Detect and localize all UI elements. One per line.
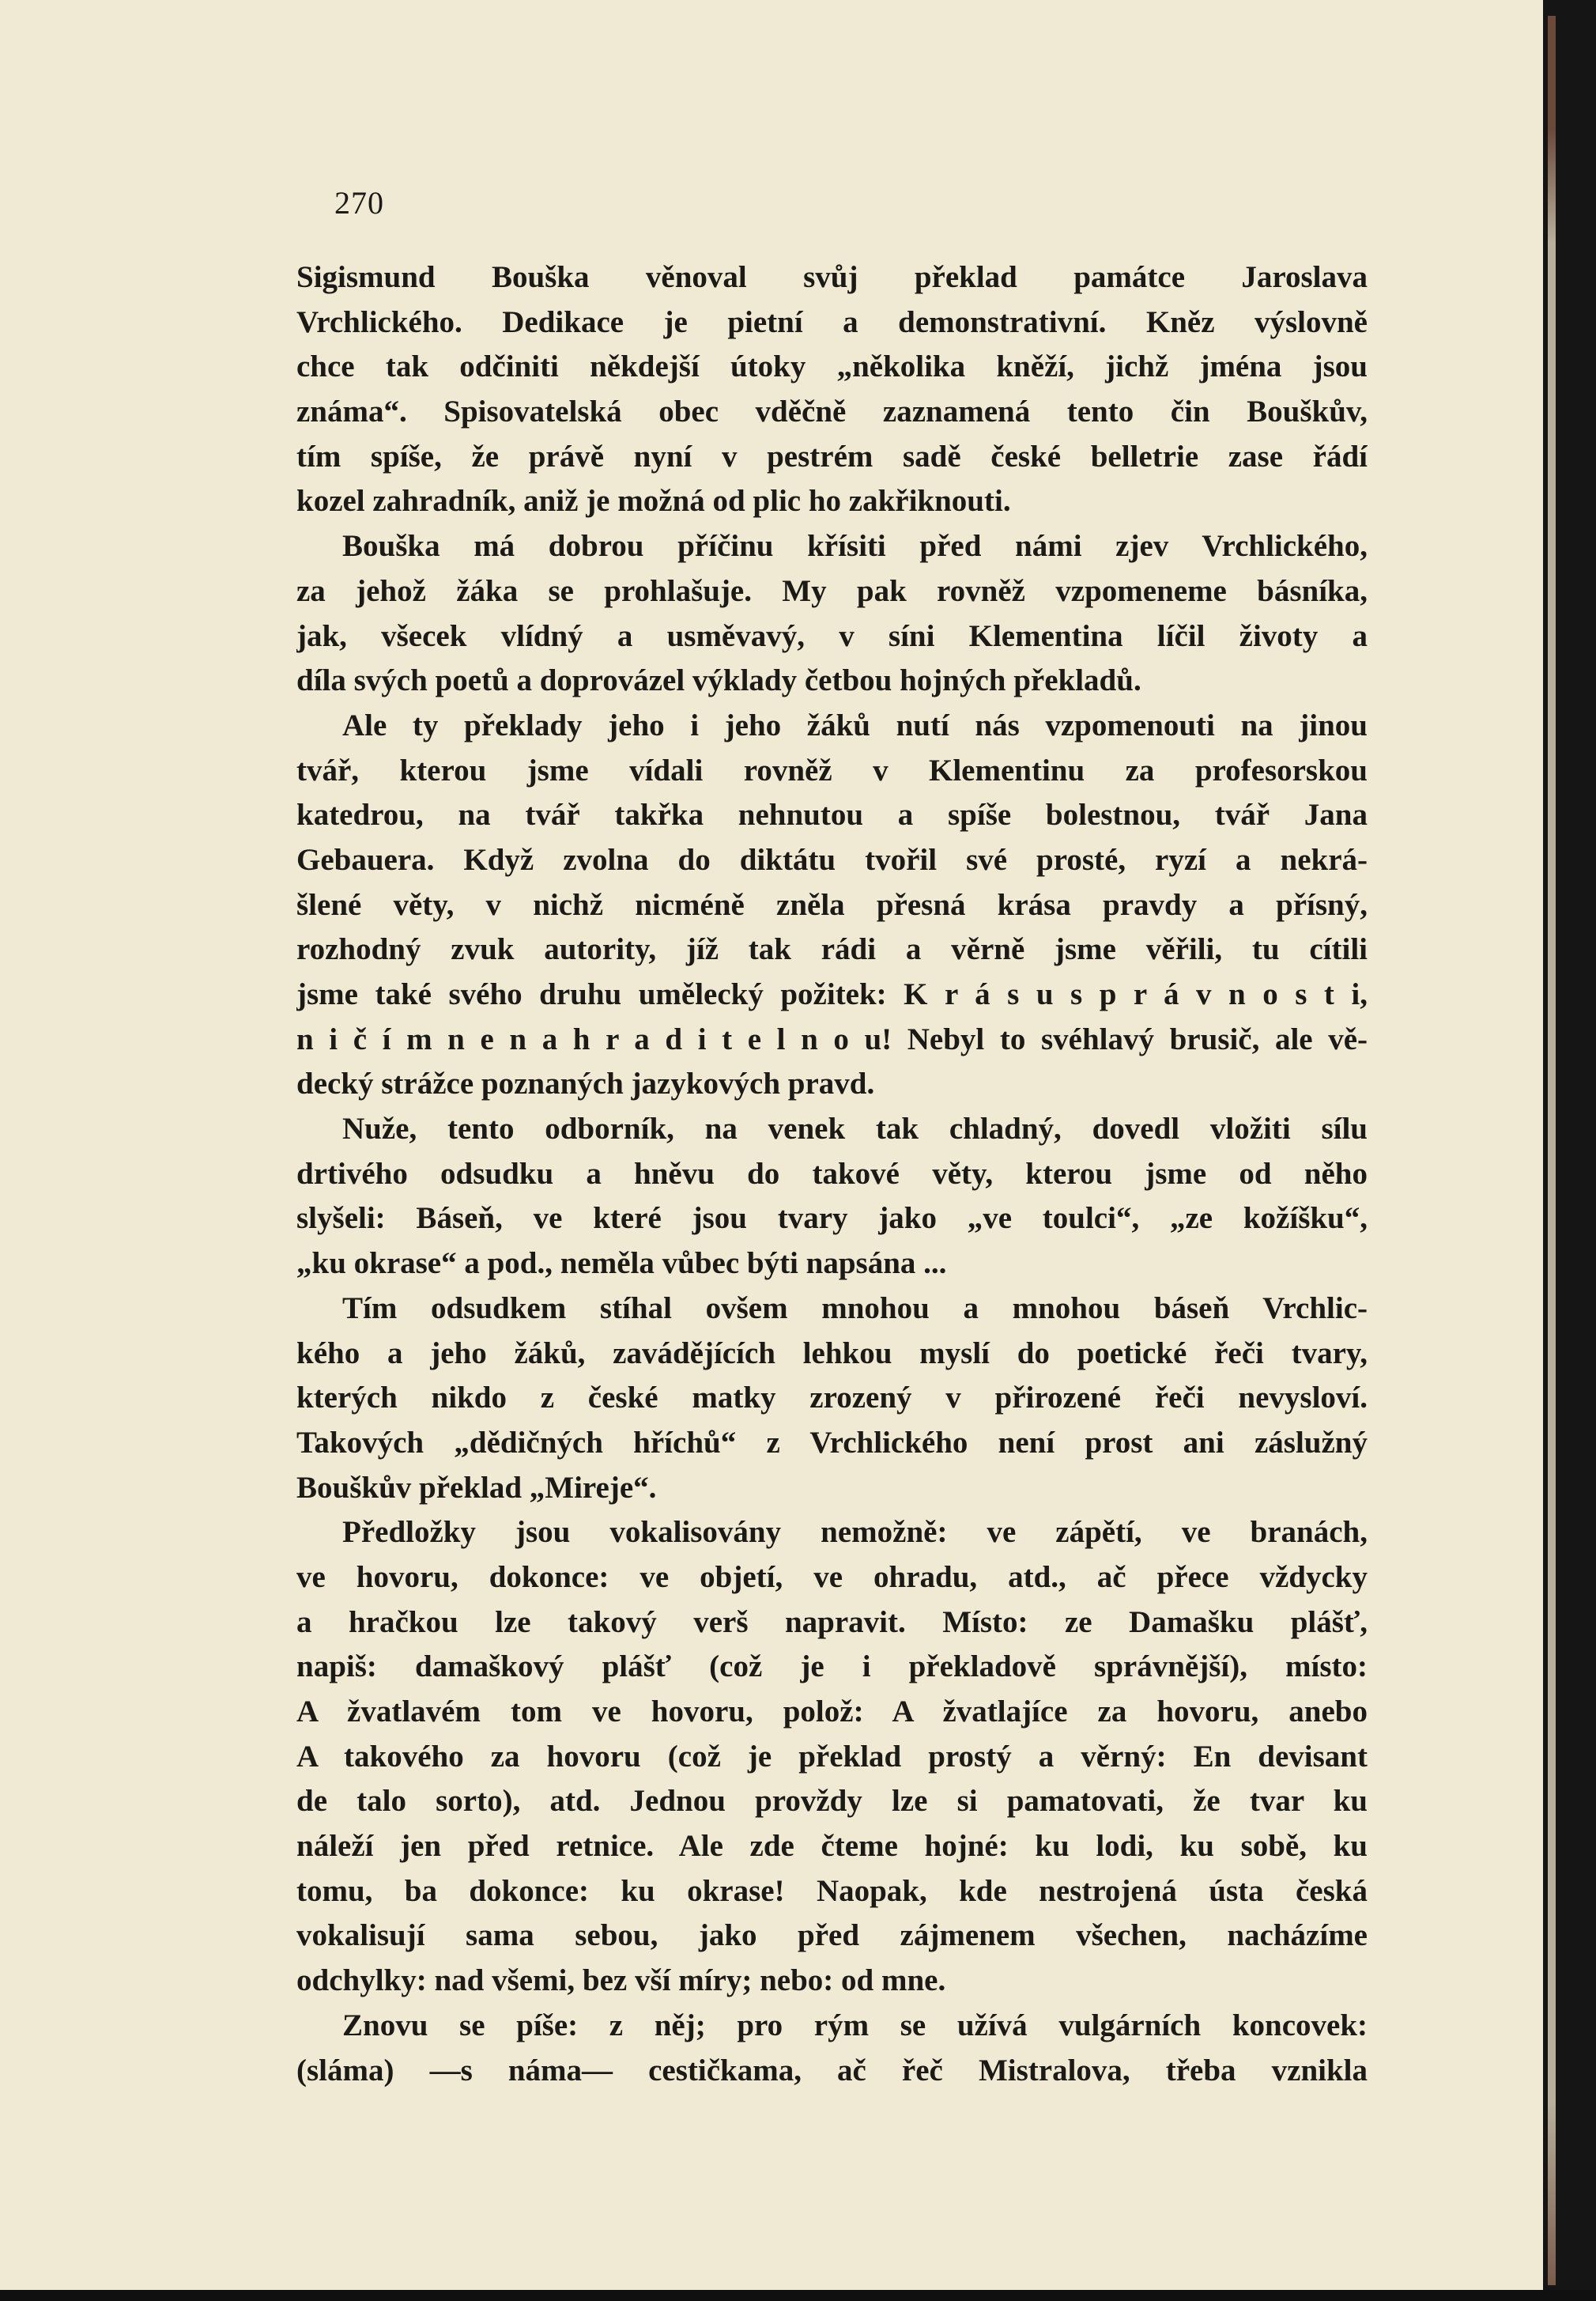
text-line: Ale ty překlady jeho i jeho žáků nutí nás vzpomenouti na jinou	[342, 708, 1368, 742]
text-line: Sigismund Bouška věnoval svůj překlad památce Jaroslava	[296, 260, 1368, 294]
text-line: jsme také svého druhu umělecký požitek: K r á s u s p r á v n o s t i,	[296, 977, 1368, 1011]
binding-strip	[1548, 16, 1556, 2285]
text-line: Nuže, tento odborník, na venek tak chladný, dovedl vložiti sílu	[342, 1112, 1368, 1147]
text-line: (sláma) —s náma— cestičkama, ač řeč Mistralova, třeba vznikla	[296, 2053, 1368, 2088]
text-line: ve hovoru, dokonce: ve objetí, ve ohradu, atd., ač přece vždycky	[296, 1559, 1368, 1594]
text-line: A takového za hovoru (což je překlad prostý a věrný: En devisant	[296, 1739, 1368, 1774]
text-line: rozhodný zvuk autority, jíž tak rádi a věrně jsme věřili, tu cítili	[296, 932, 1368, 967]
text-line: šlené věty, v nichž nicméně zněla přesná krása pravdy a přísný,	[296, 887, 1368, 922]
text-line: Tím odsudkem stíhal ovšem mnohou a mnohou báseň Vrchlic-	[342, 1290, 1368, 1325]
text-line: kterých nikdo z české matky zrozený v přirozené řeči nevysloví.	[296, 1381, 1368, 1415]
text-line: tím spíše, že právě nyní v pestrém sadě české belletrie zase řádí	[296, 439, 1368, 474]
text-line: díla svých poetů a doprovázel výklady četbou hojných překladů.	[296, 663, 1141, 698]
text-line: slyšeli: Báseň, ve které jsou tvary jako „ve toulci“, „ze kožíšku“,	[296, 1201, 1368, 1236]
text-line: napiš: damaškový plášť (což je i překladově správnější), místo:	[296, 1649, 1368, 1684]
text-line: kého a jeho žáků, zavádějících lehkou myslí do poetické řeči tvary,	[296, 1336, 1368, 1370]
text-line: Vrchlického. Dedikace je pietní a demonstrativní. Kněz výslovně	[296, 304, 1368, 339]
text-line: n i č í m n e n a h r a d i t e l n o u! Nebyl to svéhlavý brusič, ale vě-	[296, 1022, 1368, 1056]
text-line: chce tak odčiniti někdejší útoky „několika kněží, jichž jména jsou	[296, 349, 1368, 384]
text-line: náleží jen před retnice. Ale zde čteme hojné: ku lodi, ku sobě, ku	[296, 1829, 1368, 1864]
text-line: vokalisují sama sebou, jako před zájmenem všechen, nacházíme	[296, 1918, 1368, 1953]
text-line: Gebauera. Když zvolna do diktátu tvořil své prosté, ryzí a nekrá-	[296, 842, 1368, 877]
text-line: A žvatlavém tom ve hovoru, polož: A žvatlajíce za hovoru, anebo	[296, 1695, 1368, 1729]
text-line: decký strážce poznaných jazykových pravd.	[296, 1067, 875, 1101]
text-line: Bouškův překlad „Mireje“.	[296, 1470, 657, 1505]
body-text	[296, 255, 1368, 2093]
text-line: kozel zahradník, aniž je možná od plic ho zakřiknouti.	[296, 484, 1011, 519]
text-line: tomu, ba dokonce: ku okrase! Naopak, kde nestrojená ústa česká	[296, 1873, 1368, 1908]
text-line: drtivého odsudku a hněvu do takové věty, kterou jsme od něho	[296, 1156, 1368, 1191]
text-line: odchylky: nad všemi, bez vší míry; nebo: od mne.	[296, 1963, 946, 1998]
text-line: Takových „dědičných hříchů“ z Vrchlického není prost ani záslužný	[296, 1425, 1368, 1460]
text-line: katedrou, na tvář takřka nehnutou a spíše bolestnou, tvář Jana	[296, 798, 1368, 833]
text-line: jak, všecek vlídný a usměvavý, v síni Klementina líčil životy a	[296, 618, 1368, 653]
text-line: známa“. Spisovatelská obec vděčně zaznamená tento čin Bouškův,	[296, 395, 1368, 429]
text-line: „ku okrase“ a pod., neměla vůbec býti napsána ...	[296, 1246, 947, 1281]
text-line: Znovu se píše: z něj; pro rým se užívá vulgárních koncovek:	[342, 2008, 1368, 2042]
text-line: Předložky jsou vokalisovány nemožně: ve zápětí, ve branách,	[342, 1515, 1368, 1550]
text-line: tvář, kterou jsme vídali rovněž v Klementinu za profesorskou	[296, 753, 1368, 788]
page-bottom-edge	[0, 2290, 1596, 2301]
text-line: a hračkou lze takový verš napravit. Místo: ze Damašku plášť,	[296, 1604, 1368, 1639]
text-line: de talo sorto), atd. Jednou provždy lze si pamatovati, že tvar ku	[296, 1784, 1368, 1819]
page-number: 270	[334, 185, 384, 221]
text-line: Bouška má dobrou příčinu křísiti před námi zjev Vrchlického,	[342, 529, 1368, 564]
text-line: za jehož žáka se prohlašuje. My pak rovněž vzpomeneme básníka,	[296, 573, 1368, 608]
